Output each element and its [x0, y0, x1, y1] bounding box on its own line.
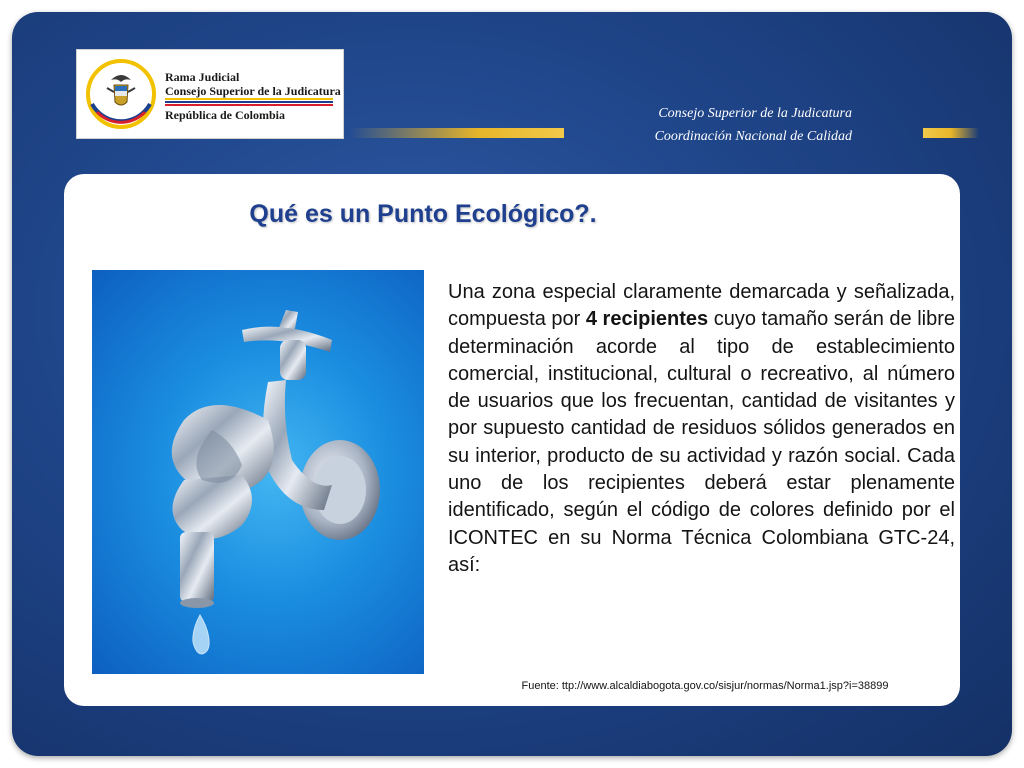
knotted-faucet-image [92, 270, 424, 674]
definition-paragraph [448, 279, 955, 579]
logo-red-rule [165, 104, 333, 106]
logo-line-rama-judicial: Rama Judicial [165, 70, 240, 84]
header-line-consejo: Consejo Superior de la Judicatura [658, 106, 852, 121]
header-line-coordinacion: Coordinación Nacional de Calidad [654, 129, 852, 144]
logo-line-republica: República de Colombia [165, 108, 286, 122]
header-caption [560, 102, 852, 148]
definition-text-part2: cuyo tamaño serán de libre determinación acorde al tipo de establecimiento comercial, institucional, cultural o recreativo, al número de usuarios que los frecuentan, cantidad de visitantes y por supuesto cantidad de residuos sólidos generados en su interior, producto de su actividad y razón social. Cada uno de los recipientes deberá estar plenamente identificado, según el código de colores definido por el ICONTEC en su Norma Técnica Colombiana GTC-24, así: [448, 308, 955, 576]
slide-title: Qué es un Punto Ecológico?. [249, 200, 597, 228]
definition-text-part1: Una zona especial claramente demarcada y señalizada, compuesta por [448, 281, 955, 331]
logo-blue-rule [165, 101, 333, 103]
gold-accent-bar-left [350, 128, 564, 138]
gold-accent-bar-right [923, 128, 979, 138]
logo-line-consejo: Consejo Superior de la Judicatura [165, 84, 341, 98]
definition-text-bold: 4 recipientes [585, 308, 709, 331]
colombia-coat-of-arms-icon [85, 58, 157, 130]
rama-judicial-logo [76, 49, 344, 139]
faucet-illustration [92, 270, 424, 674]
logo-yellow-rule [165, 98, 333, 100]
source-citation: Fuente: ttp://www.alcaldiabogota.gov.co/sisjur/normas/Norma1.jsp?i=38899 [521, 680, 889, 692]
